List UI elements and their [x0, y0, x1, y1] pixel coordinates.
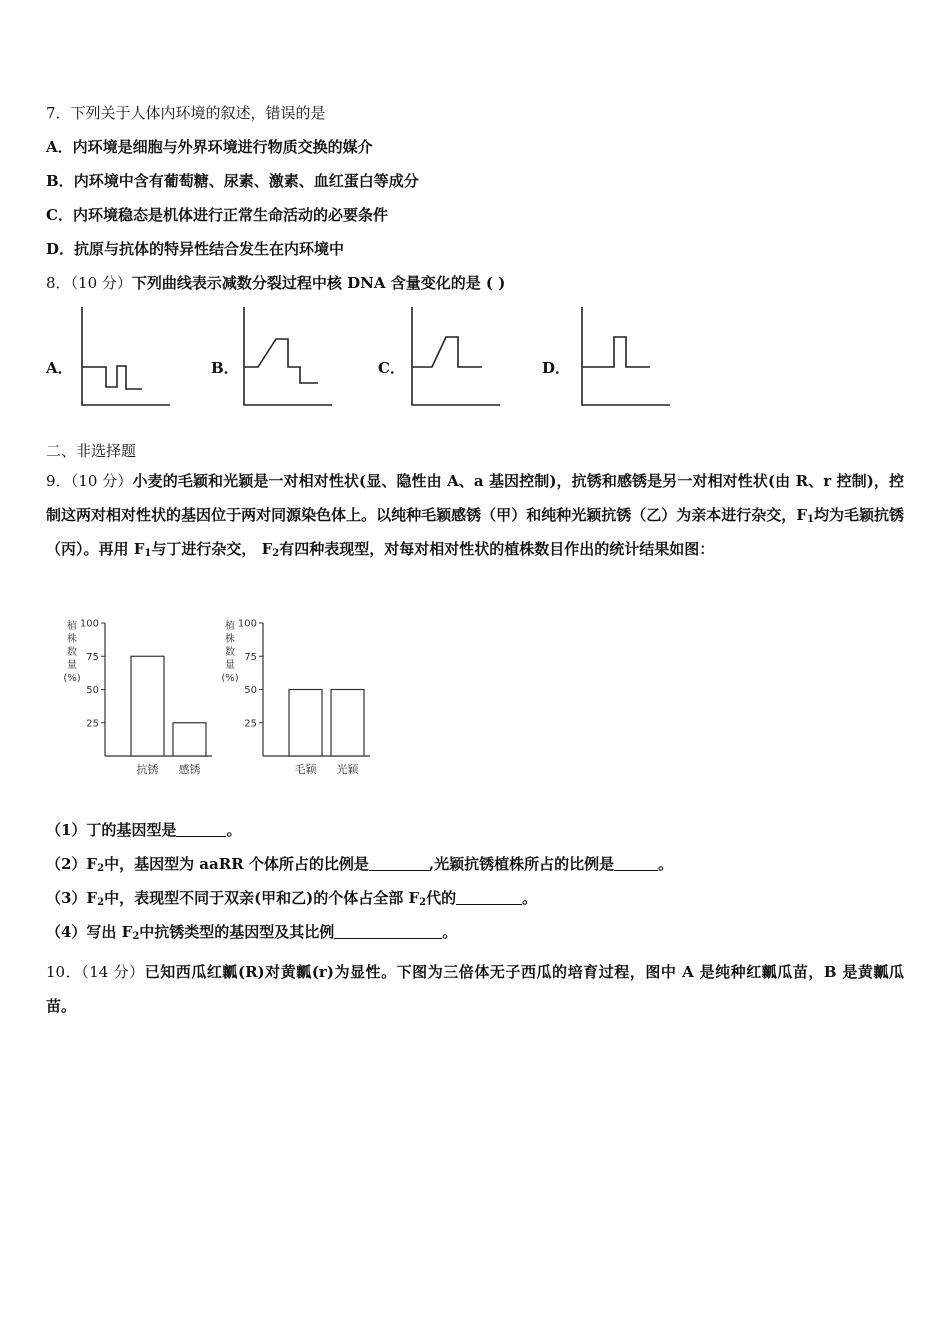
bar — [289, 690, 322, 757]
q8-option-d-label: D． — [542, 359, 571, 377]
sq3-text-a: （3）F — [46, 889, 98, 907]
option-text: 抗原与抗体的特异性结合发生在内环境中 — [74, 240, 345, 258]
q8-graph-b — [240, 305, 335, 410]
q7-option-c — [46, 205, 388, 225]
q7-stem: 7．下列关于人体内环境的叙述，错误的是 — [46, 104, 326, 122]
y-tick-label: 25 — [244, 718, 257, 730]
bar-chart-glume — [218, 615, 378, 780]
y-tick-label: 75 — [86, 651, 99, 663]
y-tick-label: 50 — [86, 685, 99, 696]
q10-stem — [46, 955, 904, 1023]
option-label: C． — [46, 206, 73, 224]
y-axis-label-char: 数 — [67, 647, 77, 658]
option-label: A． — [46, 138, 73, 156]
y-tick-label: 75 — [244, 651, 257, 663]
y-axis-label-char: 植 — [67, 621, 77, 632]
answer-blank[interactable] — [614, 856, 658, 871]
q7-option-d — [46, 239, 344, 259]
answer-blank[interactable] — [456, 890, 522, 905]
q9-text-3: 与丁进行杂交， — [151, 540, 262, 558]
q9-sub-2: 1 — [144, 548, 152, 559]
x-category-label: 感锈 — [178, 763, 201, 776]
q9-text-4: 有四种表现型，对每对相对性状的植株数目作出的统计结果如图： — [279, 540, 715, 558]
answer-blank[interactable] — [176, 822, 226, 837]
q9-sub-question-3 — [46, 888, 537, 908]
q9-stem — [46, 464, 904, 566]
q8-score: （10 分） — [70, 274, 132, 292]
y-tick-label: 100 — [79, 618, 99, 630]
y-axis-label-char: 数 — [225, 647, 235, 658]
q7-option-b — [46, 171, 419, 191]
x-category-label: 毛颖 — [294, 763, 317, 776]
sq4-end: 。 — [442, 923, 458, 941]
q8-graph-a — [78, 305, 173, 410]
sq2-end: 。 — [658, 855, 674, 873]
y-axis-label-char: (%) — [63, 673, 81, 684]
q8-number: 8． — [46, 274, 71, 292]
sq3-sub: 2 — [97, 897, 105, 908]
q8-option-b-label: B． — [211, 359, 239, 377]
y-axis-label-char: (%) — [221, 673, 239, 684]
sq4-text-b: 中抗锈类型的基因型及其比例 — [139, 923, 335, 941]
sq1-text: （1）丁的基因型是 — [46, 821, 177, 839]
q8-option-a-label: A． — [46, 359, 73, 377]
y-axis-label-char: 量 — [67, 660, 77, 671]
option-text: 内环境是细胞与外界环境进行物质交换的媒介 — [72, 138, 373, 156]
q9-score: （10 分） — [70, 472, 133, 490]
sq2-text-c: ,光颖抗锈植株所占的比例是 — [428, 855, 615, 873]
x-category-label: 光颖 — [336, 763, 359, 776]
sq3-sub-2: 2 — [419, 897, 427, 908]
q9-text-2: 均为毛颖抗锈（丙）。再用 — [46, 506, 904, 558]
bar — [173, 723, 206, 756]
q8-stem — [46, 273, 505, 293]
x-category-label: 抗锈 — [136, 763, 159, 776]
q8-text: 下列曲线表示减数分裂过程中核 DNA 含量变化的是 ( ) — [131, 274, 506, 292]
sq4-sub: 2 — [132, 931, 140, 942]
sq3-text-c: 代的 — [426, 889, 457, 907]
sq2-sub: 2 — [97, 863, 105, 874]
q8-option-c-label: C． — [378, 359, 405, 377]
answer-blank[interactable] — [334, 924, 442, 939]
q9-text-1: 小麦的毛颖和光颖是一对相对性状(显、隐性由 A、a 基因控制)，抗锈和感锈是另一对相对性状(由 R、r 控制)，控制这两对相对性状的基因位于两对同源染色体上。以纯种毛颖感锈（甲）和纯种光颖抗锈（乙）为亲本进行杂交， — [46, 472, 904, 524]
y-tick-label: 100 — [237, 618, 257, 630]
sq2-text-b: 中，基因型为 aaRR 个体所占的比例是 — [104, 855, 369, 873]
q9-sub-1: 1 — [806, 514, 814, 525]
q9-sub-3: 2 — [272, 548, 280, 559]
q9-sub-question-4 — [46, 922, 457, 942]
bar — [331, 690, 364, 757]
sq3-text-b: 中，表现型不同于双亲(甲和乙)的个体占全部 F — [104, 889, 420, 907]
sq1-end: 。 — [226, 821, 242, 839]
sq3-end: 。 — [522, 889, 538, 907]
q9-f2: F — [261, 540, 273, 558]
y-tick-label: 50 — [244, 685, 257, 696]
bar — [131, 656, 164, 756]
option-text: 内环境中含有葡萄糖、尿素、激素、血红蛋白等成分 — [73, 172, 419, 190]
q8-graph-c — [408, 305, 503, 410]
q10-number: 10． — [46, 963, 82, 981]
y-axis-label-char: 植 — [225, 621, 235, 632]
q8-graph-d — [578, 305, 673, 410]
q9-sub-question-1 — [46, 820, 241, 840]
sq2-text-a: （2）F — [46, 855, 98, 873]
q10-text: 已知西瓜红瓤(R)对黄瓤(r)为显性。下图为三倍体无子西瓜的培育过程，图中 A 是纯种红瓤瓜苗，B 是黄瓤瓜苗。 — [46, 963, 905, 1015]
option-text: 内环境稳态是机体进行正常生命活动的必要条件 — [72, 206, 388, 224]
bar-chart-rust — [60, 615, 220, 780]
q9-sub-question-2 — [46, 854, 673, 874]
q7-option-a — [46, 137, 373, 157]
option-label: D． — [46, 240, 75, 258]
q10-score: （14 分） — [81, 963, 145, 981]
section-title: 二、非选择题 — [46, 442, 137, 460]
q9-number: 9． — [46, 472, 71, 490]
y-axis-label-char: 株 — [67, 634, 77, 645]
q9-f1-b: F — [133, 540, 145, 558]
y-tick-label: 25 — [86, 718, 99, 730]
option-label: B． — [46, 172, 74, 190]
sq4-text-a: （4）写出 F — [46, 923, 133, 941]
answer-blank[interactable] — [369, 856, 429, 871]
q9-f1-a: F — [796, 506, 807, 524]
y-axis-label-char: 量 — [225, 660, 235, 671]
y-axis-label-char: 株 — [225, 634, 235, 645]
